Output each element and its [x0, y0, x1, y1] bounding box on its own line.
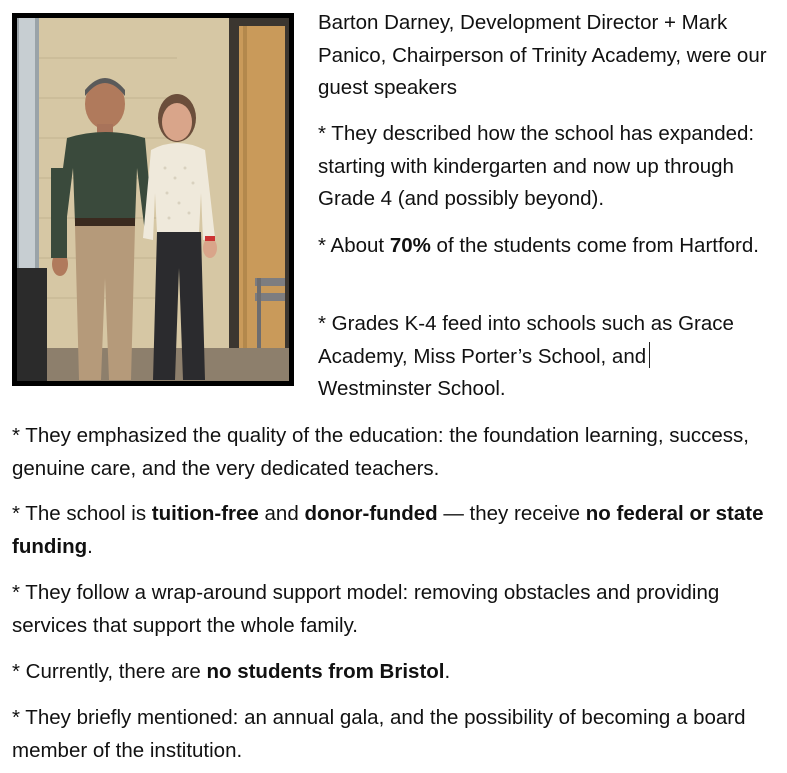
speakers-photo [12, 13, 294, 386]
bullet-gala-board: * They briefly mentioned: an annual gala, and the possibility of becoming a board member of the institution. [12, 706, 746, 762]
text-segment: . [87, 534, 93, 558]
text-segment: of the students come from Hartford. [430, 234, 759, 257]
text-segment: — they receive [437, 502, 586, 525]
bullet-school-expanded: * They described how the school has expanded: starting with kindergarten and now up through Grade 4 (and possibly beyond). [318, 122, 755, 211]
highlight-tuition-free: tuition-free [151, 502, 259, 525]
highlight-no-funding: no federal or state funding [12, 502, 764, 558]
bullet-wrap-around-support: * They follow a wrap-around support model: removing obstacles and providing services that support the whole family. [12, 581, 720, 637]
text-segment: * Currently, there are [12, 660, 207, 683]
text-segment: Westminster School. [318, 377, 506, 401]
text-segment: * About [318, 234, 390, 257]
bullet-feeder-schools [318, 308, 780, 406]
highlight-no-bristol: no students from Bristol [206, 660, 445, 683]
text-cursor [649, 342, 650, 368]
highlight-donor-funded: donor-funded [304, 502, 438, 525]
bullet-education-quality: * They emphasized the quality of the education: the foundation learning, success, genuine care, and the very dedicated teachers. [12, 424, 749, 480]
speakers-photo-image [17, 18, 289, 381]
text-segment: and [258, 502, 305, 525]
intro-paragraph: Barton Darney, Development Director + Mark Panico, Chairperson of Trinity Academy, were our guest speakers [318, 11, 767, 100]
bullet-hartford-students [318, 230, 780, 263]
text-segment: * Grades K-4 feed into schools such as Grace Academy, Miss Porter’s School, and [318, 312, 734, 368]
text-segment: * The school is [12, 502, 152, 525]
highlight-percent: 70% [389, 234, 431, 257]
text-segment: . [444, 660, 451, 683]
bullet-bristol-students [12, 656, 777, 689]
bullet-tuition-funding [12, 498, 777, 563]
